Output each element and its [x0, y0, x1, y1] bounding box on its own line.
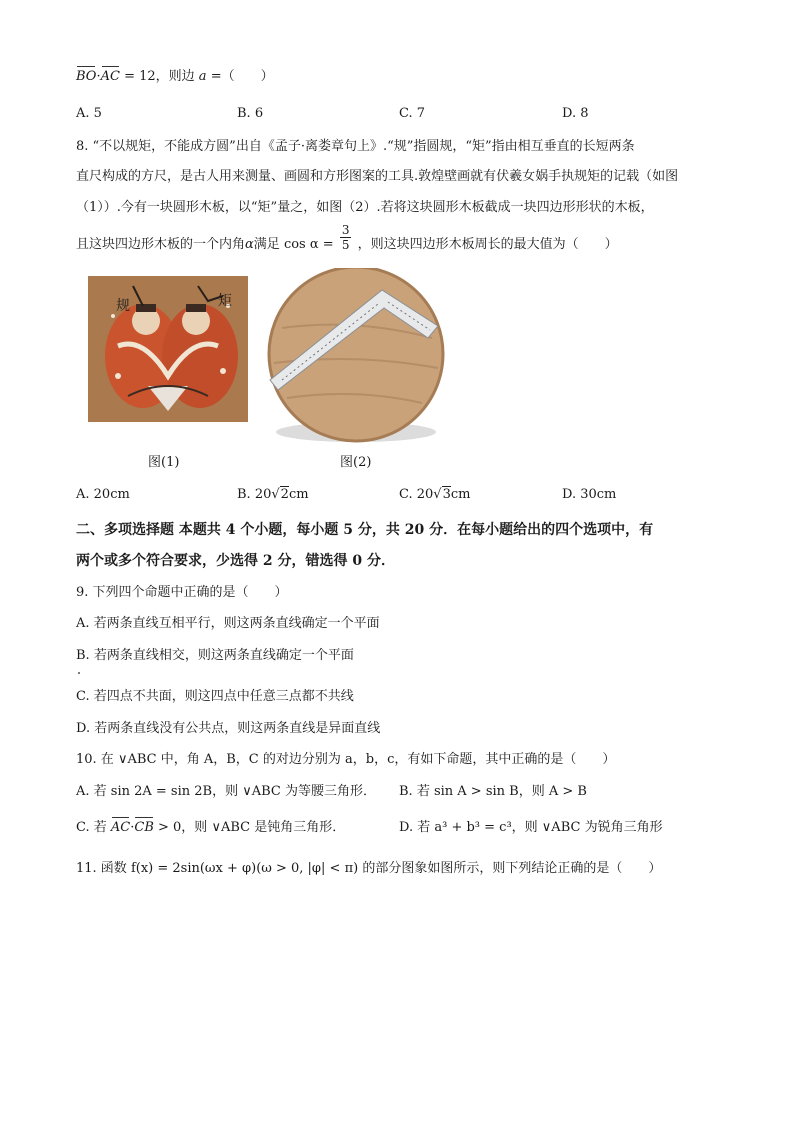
- dot-operator: ·: [96, 69, 101, 84]
- q9-option-a: A. 若两条直线互相平行，则这两条直线确定一个平面: [76, 616, 380, 631]
- section-2-heading-line-1: 二、多项选择题 本题共 4 个小题，每小题 5 分，共 20 分．在每小题给出的四个选项中，有: [76, 522, 654, 538]
- fraction-denominator: 5: [341, 238, 350, 252]
- fraction-numerator: 3: [341, 223, 350, 237]
- q9-stem: 9. 下列四个命题中正确的是（ ）: [76, 585, 288, 600]
- q10-stem: 10. 在 ∨ABC 中，角 A，B，C 的对边分别为 a，b，c，有如下命题，其中正确的是（ ）: [76, 752, 616, 767]
- q11-stem: 11. 函数 f(x) = 2sin(ωx + φ)(ω > 0, |φ| < π) 的部分图象如图所示，则下列结论正确的是（ ）: [76, 861, 662, 876]
- section-2-heading-line-2: 两个或多个符合要求，少选得 2 分，错选得 0 分．: [76, 553, 395, 569]
- q8-line-3: （1））.今有一块圆形木板，以“矩”量之，如图（2）.若将这块圆形木板截成一块四边形形状的木板，: [76, 200, 654, 215]
- q8-option-b-prefix: B. 20: [237, 487, 272, 502]
- fraction-three-fifths: [340, 223, 352, 252]
- figure-1-mural-image: [88, 276, 248, 422]
- q8-option-d: D. 30cm: [562, 487, 617, 502]
- q7-option-a: A. 5: [76, 106, 102, 121]
- alpha-symbol: α: [245, 237, 254, 252]
- q8-line-1: 8. “不以规矩，不能成方圆”出自《孟子·离娄章句上》.“规”指圆规，“矩”指由相互垂直的长短两条: [76, 139, 635, 154]
- q9-option-d: D. 若两条直线没有公共点，则这两条直线是异面直线: [76, 721, 381, 736]
- vector-ac: AC: [110, 820, 131, 835]
- q8-option-c: [399, 486, 470, 504]
- vector-bo: BO: [76, 69, 97, 84]
- variable-a: a: [198, 69, 207, 84]
- q7-answer-blank: =（ ）: [210, 69, 274, 84]
- cos-alpha: cos α =: [283, 237, 334, 252]
- sqrt-sign: √: [433, 487, 442, 502]
- vector-cb: CB: [134, 820, 154, 835]
- q8-line-2: 直尺构成的方尺，是古人用来测量、画圆和方形图案的工具.敦煌壁画就有伏羲女娲手执规矩的记载（如图: [76, 169, 679, 184]
- q9-option-b: B. 若两条直线相交，则这两条直线确定一个平面: [76, 648, 354, 663]
- figure-2-caption: 图(2): [340, 455, 372, 470]
- q8-option-c-unit: cm: [450, 487, 471, 502]
- q10-option-c: [76, 819, 345, 837]
- board-drawing: [262, 268, 450, 446]
- sqrt-radicand-3: 3: [442, 487, 451, 502]
- q10-option-c-prefix: C. 若: [76, 820, 107, 835]
- sqrt-sign: √: [271, 487, 280, 502]
- q7-option-d: D. 8: [562, 106, 589, 121]
- q7-tail-line: [76, 68, 274, 86]
- q7-option-c: C. 7: [399, 106, 426, 121]
- q8-line-4-end: ，则这块四边形木板周长的最大值为（ ）: [357, 237, 618, 252]
- q8-option-b: [237, 486, 309, 504]
- figure-2-board-image: [262, 268, 450, 446]
- q8-option-b-unit: cm: [288, 487, 309, 502]
- q9-option-c: C. 若四点不共面，则这四点中任意三点都不共线: [76, 689, 354, 704]
- dot-operator: ·: [130, 820, 135, 835]
- stray-dot: [78, 672, 80, 674]
- q8-line-4: [76, 223, 618, 254]
- q8-line-4-mid: 满足: [253, 237, 280, 252]
- q7-option-b: B. 6: [237, 106, 264, 121]
- vector-ac: AC: [100, 69, 120, 84]
- figure-1-caption: 图(1): [148, 455, 180, 470]
- fig1-label-gui: 规: [116, 298, 130, 314]
- q10-option-b: B. 若 sin A > sin B，则 A > B: [399, 784, 587, 799]
- q10-option-c-rest: > 0，则 ∨ABC 是钝角三角形．: [158, 820, 346, 835]
- q7-equals-text: = 12，则边: [124, 69, 195, 84]
- q8-option-a: A. 20cm: [76, 487, 130, 502]
- q10-option-a: A. 若 sin 2A = sin 2B，则 ∨ABC 为等腰三角形．: [76, 784, 377, 799]
- q8-line-4-start: 且这块四边形木板的一个内角: [76, 237, 246, 252]
- fig1-label-ju: 矩: [218, 293, 232, 309]
- q8-option-c-prefix: C. 20: [399, 487, 434, 502]
- q10-option-d: D. 若 a³ + b³ = c³，则 ∨ABC 为锐角三角形: [399, 820, 663, 835]
- sqrt-radicand-2: 2: [280, 487, 289, 502]
